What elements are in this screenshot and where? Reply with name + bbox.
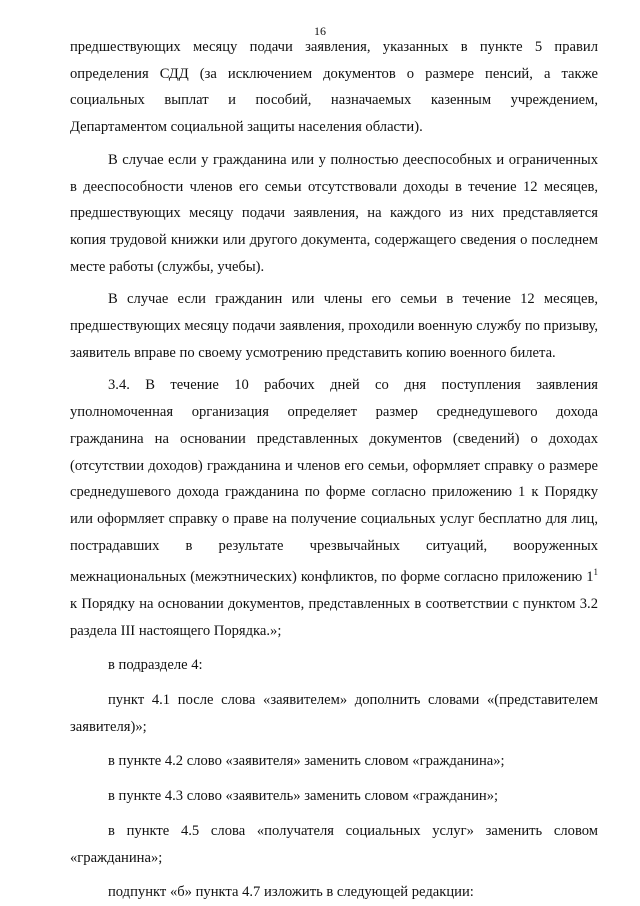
paragraph-3-4-tail: к Порядку на основании документов, представленных в соответствии с пунктом 3.2 раздела III настоящего Порядка.»; bbox=[70, 595, 598, 639]
subsection-4-heading: в подразделе 4: bbox=[108, 657, 203, 674]
paragraph-no-income: В случае если у гражданина или у полностью дееспособных и ограниченных в дееспособности членов его семьи отсутствовали доходы в течение 12 месяцев, предшествующих месяцу подачи заявления, на каждого из них представляется копия трудовой книжки или другого документа, содержащего сведения о последнем месте работы (службы, учебы). bbox=[70, 151, 598, 275]
item-4-1: пункт 4.1 после слова «заявителем» дополнить словами «(представителем заявителя)»; bbox=[70, 692, 598, 735]
paragraph-military-service: В случае если гражданин или члены его семьи в течение 12 месяцев, предшествующих месяцу подачи заявления, проходили военную службу по призыву, заявитель вправе по своему усмотрению представить копию военного билета. bbox=[70, 291, 598, 361]
paragraph-3-4-text: 3.4. В течение 10 рабочих дней со дня поступления заявления уполномоченная организация определяет размер среднедушевого дохода гражданина на основании представленных документов (сведений) о доходах (отсутствии доходов) гражданина и членов его семьи, оформляет справку о размере среднедушевого дохода гражданина по форме согласно приложению 1 к Порядку или оформляет справку о праве на получение социальных услуг бесплатно для лиц, пострадавших в результате чрезвычайных ситуаций, вооруженных межнациональных (межэтнических) конфликтов, по форме согласно приложению 1 bbox=[70, 377, 598, 586]
superscript-mark: 1 bbox=[593, 567, 598, 578]
item-4-5: в пункте 4.5 слова «получателя социальных услуг» заменить словом «гражданина»; bbox=[70, 822, 598, 866]
item-4-7: подпункт «б» пункта 4.7 изложить в следующей редакции: bbox=[108, 884, 474, 901]
paragraph-continuation: предшествующих месяцу подачи заявления, указанных в пункте 5 правил определения СДД (за исключением документов о размере пенсий, а также социальных выплат и пособий, назначаемых казенным учреждением, Департаментом социальной защиты населения области). bbox=[70, 39, 598, 136]
paragraph-3-4 bbox=[70, 372, 598, 644]
page-number: 16 bbox=[314, 24, 326, 38]
document-body bbox=[70, 34, 598, 906]
item-4-3: в пункте 4.3 слово «заявитель» заменить словом «гражданин»; bbox=[108, 788, 499, 805]
item-4-2: в пункте 4.2 слово «заявителя» заменить словом «гражданина»; bbox=[108, 753, 505, 770]
